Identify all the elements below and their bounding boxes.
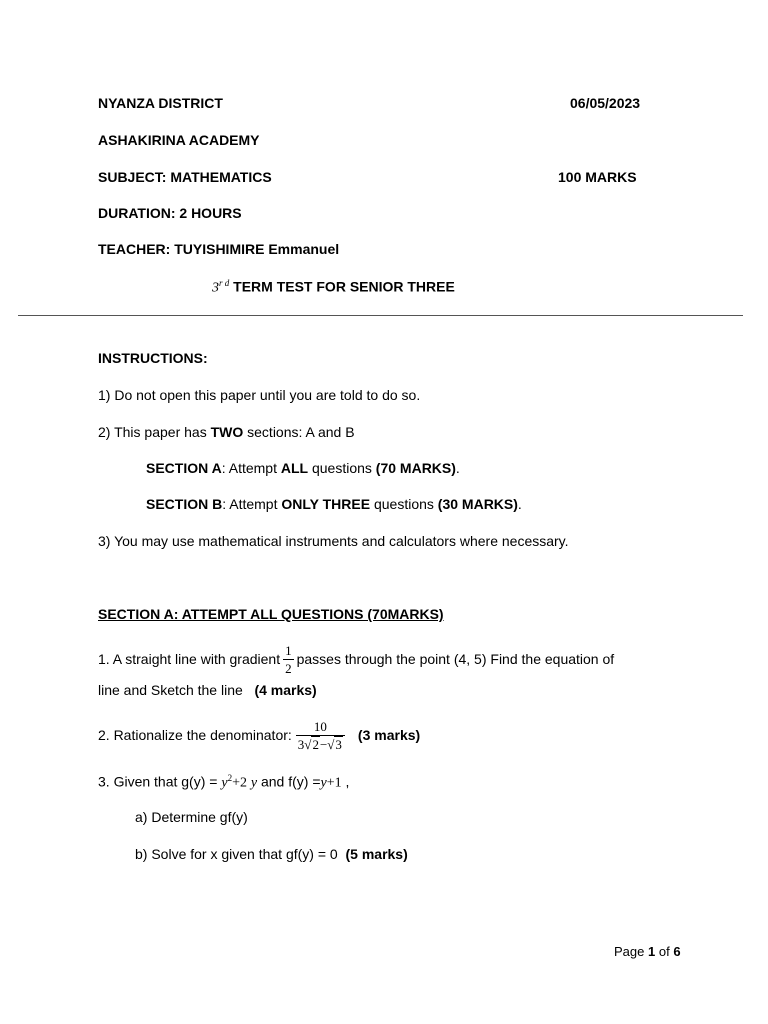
header-divider <box>18 315 743 316</box>
q2-den-root-b: 3 <box>335 736 342 752</box>
teacher-line: TEACHER: TUYISHIMIRE Emmanuel <box>98 241 340 257</box>
page-of: of <box>658 944 670 959</box>
q3-g-exponent: 2 <box>227 773 233 783</box>
q2-den-coef: 3 <box>297 736 305 752</box>
page-number <box>614 944 681 959</box>
q3-text-end: , <box>345 773 350 790</box>
section-a-end: . <box>455 460 460 476</box>
page-current: 1 <box>648 944 656 959</box>
district-name: NYANZA DISTRICT <box>98 95 223 111</box>
page-total: 6 <box>673 944 681 959</box>
section-b-end: . <box>517 496 522 512</box>
instructions-heading: INSTRUCTIONS: <box>98 350 208 366</box>
section-a-mid: questions <box>308 460 376 476</box>
section-b-label: SECTION B <box>146 496 223 512</box>
section-a-bold: ALL <box>280 460 309 476</box>
q1-line2-text: line and Sketch the line <box>98 682 243 698</box>
q3-f-var: y <box>320 775 327 791</box>
q1-numerator: 1 <box>285 642 292 658</box>
page-label: Page <box>614 944 645 959</box>
section-a-marks: (70 MARKS) <box>375 460 456 476</box>
q2-fraction <box>296 720 345 751</box>
instruction-3: 3) You may use mathematical instruments and calculators where necessary. <box>98 533 569 549</box>
q3-text-mid: and f(y) = <box>260 773 321 790</box>
question-2 <box>98 713 420 757</box>
question-1-line-1 <box>98 638 614 680</box>
q1-gradient-fraction <box>283 644 294 675</box>
q3-marks: (5 marks) <box>345 846 408 862</box>
instruction-2-bold: TWO <box>210 424 244 440</box>
q1-denominator: 2 <box>285 660 292 676</box>
q3-g-rest: +2 <box>232 775 247 791</box>
q2-den-root-a: 2 <box>312 736 319 752</box>
section-b-bold: ONLY THREE <box>281 496 371 512</box>
question-3 <box>98 773 349 792</box>
question-1-line-2 <box>98 682 317 698</box>
section-a-heading: SECTION A: ATTEMPT ALL QUESTIONS (70MARKS) <box>98 606 444 622</box>
section-b-instruction <box>146 496 522 512</box>
q3-g-var2: y <box>250 775 258 791</box>
q3-text-pre: 3. Given that g(y) = <box>98 773 218 790</box>
section-b-marks: (30 MARKS) <box>437 496 518 512</box>
q2-den-minus: − <box>319 736 328 752</box>
q2-text: 2. Rationalize the denominator: <box>98 727 292 743</box>
q1-marks: (4 marks) <box>254 682 317 698</box>
q3-g-var: y <box>221 775 228 791</box>
duration-line: DURATION: 2 HOURS <box>98 205 242 221</box>
term-superscript: r d <box>219 278 230 288</box>
section-a-pre: : Attempt <box>221 460 281 476</box>
term-number: 3 <box>212 280 219 296</box>
section-a-label: SECTION A <box>146 460 222 476</box>
section-a-instruction <box>146 460 460 476</box>
total-marks: 100 MARKS <box>558 169 637 185</box>
question-3b <box>135 846 408 862</box>
q2-numerator: 10 <box>313 718 327 734</box>
term-title-text: TERM TEST FOR SENIOR THREE <box>233 278 455 295</box>
instruction-1: 1) Do not open this paper until you are told to do so. <box>98 387 421 403</box>
q1-text-post: passes through the point (4, 5) Find the equation of <box>296 651 615 667</box>
test-title <box>212 278 455 297</box>
school-name: ASHAKIRINA ACADEMY <box>98 132 260 148</box>
q2-denominator: 3√2−√3 <box>296 735 345 751</box>
section-b-mid: questions <box>370 496 438 512</box>
q1-text-pre: 1. A straight line with gradient <box>98 651 281 667</box>
subject-line: SUBJECT: MATHEMATICS <box>98 169 272 185</box>
question-3a: a) Determine gf(y) <box>135 809 248 825</box>
q3-f-rest: +1 <box>326 775 342 791</box>
instruction-2-post: sections: A and B <box>243 424 355 440</box>
q2-marks: (3 marks) <box>357 727 421 743</box>
instruction-2 <box>98 424 355 440</box>
section-b-pre: : Attempt <box>222 496 282 512</box>
q3b-text: b) Solve for x given that gf(y) = 0 <box>135 846 338 862</box>
instruction-2-pre: 2) This paper has <box>98 424 211 440</box>
exam-date: 06/05/2023 <box>570 95 641 111</box>
